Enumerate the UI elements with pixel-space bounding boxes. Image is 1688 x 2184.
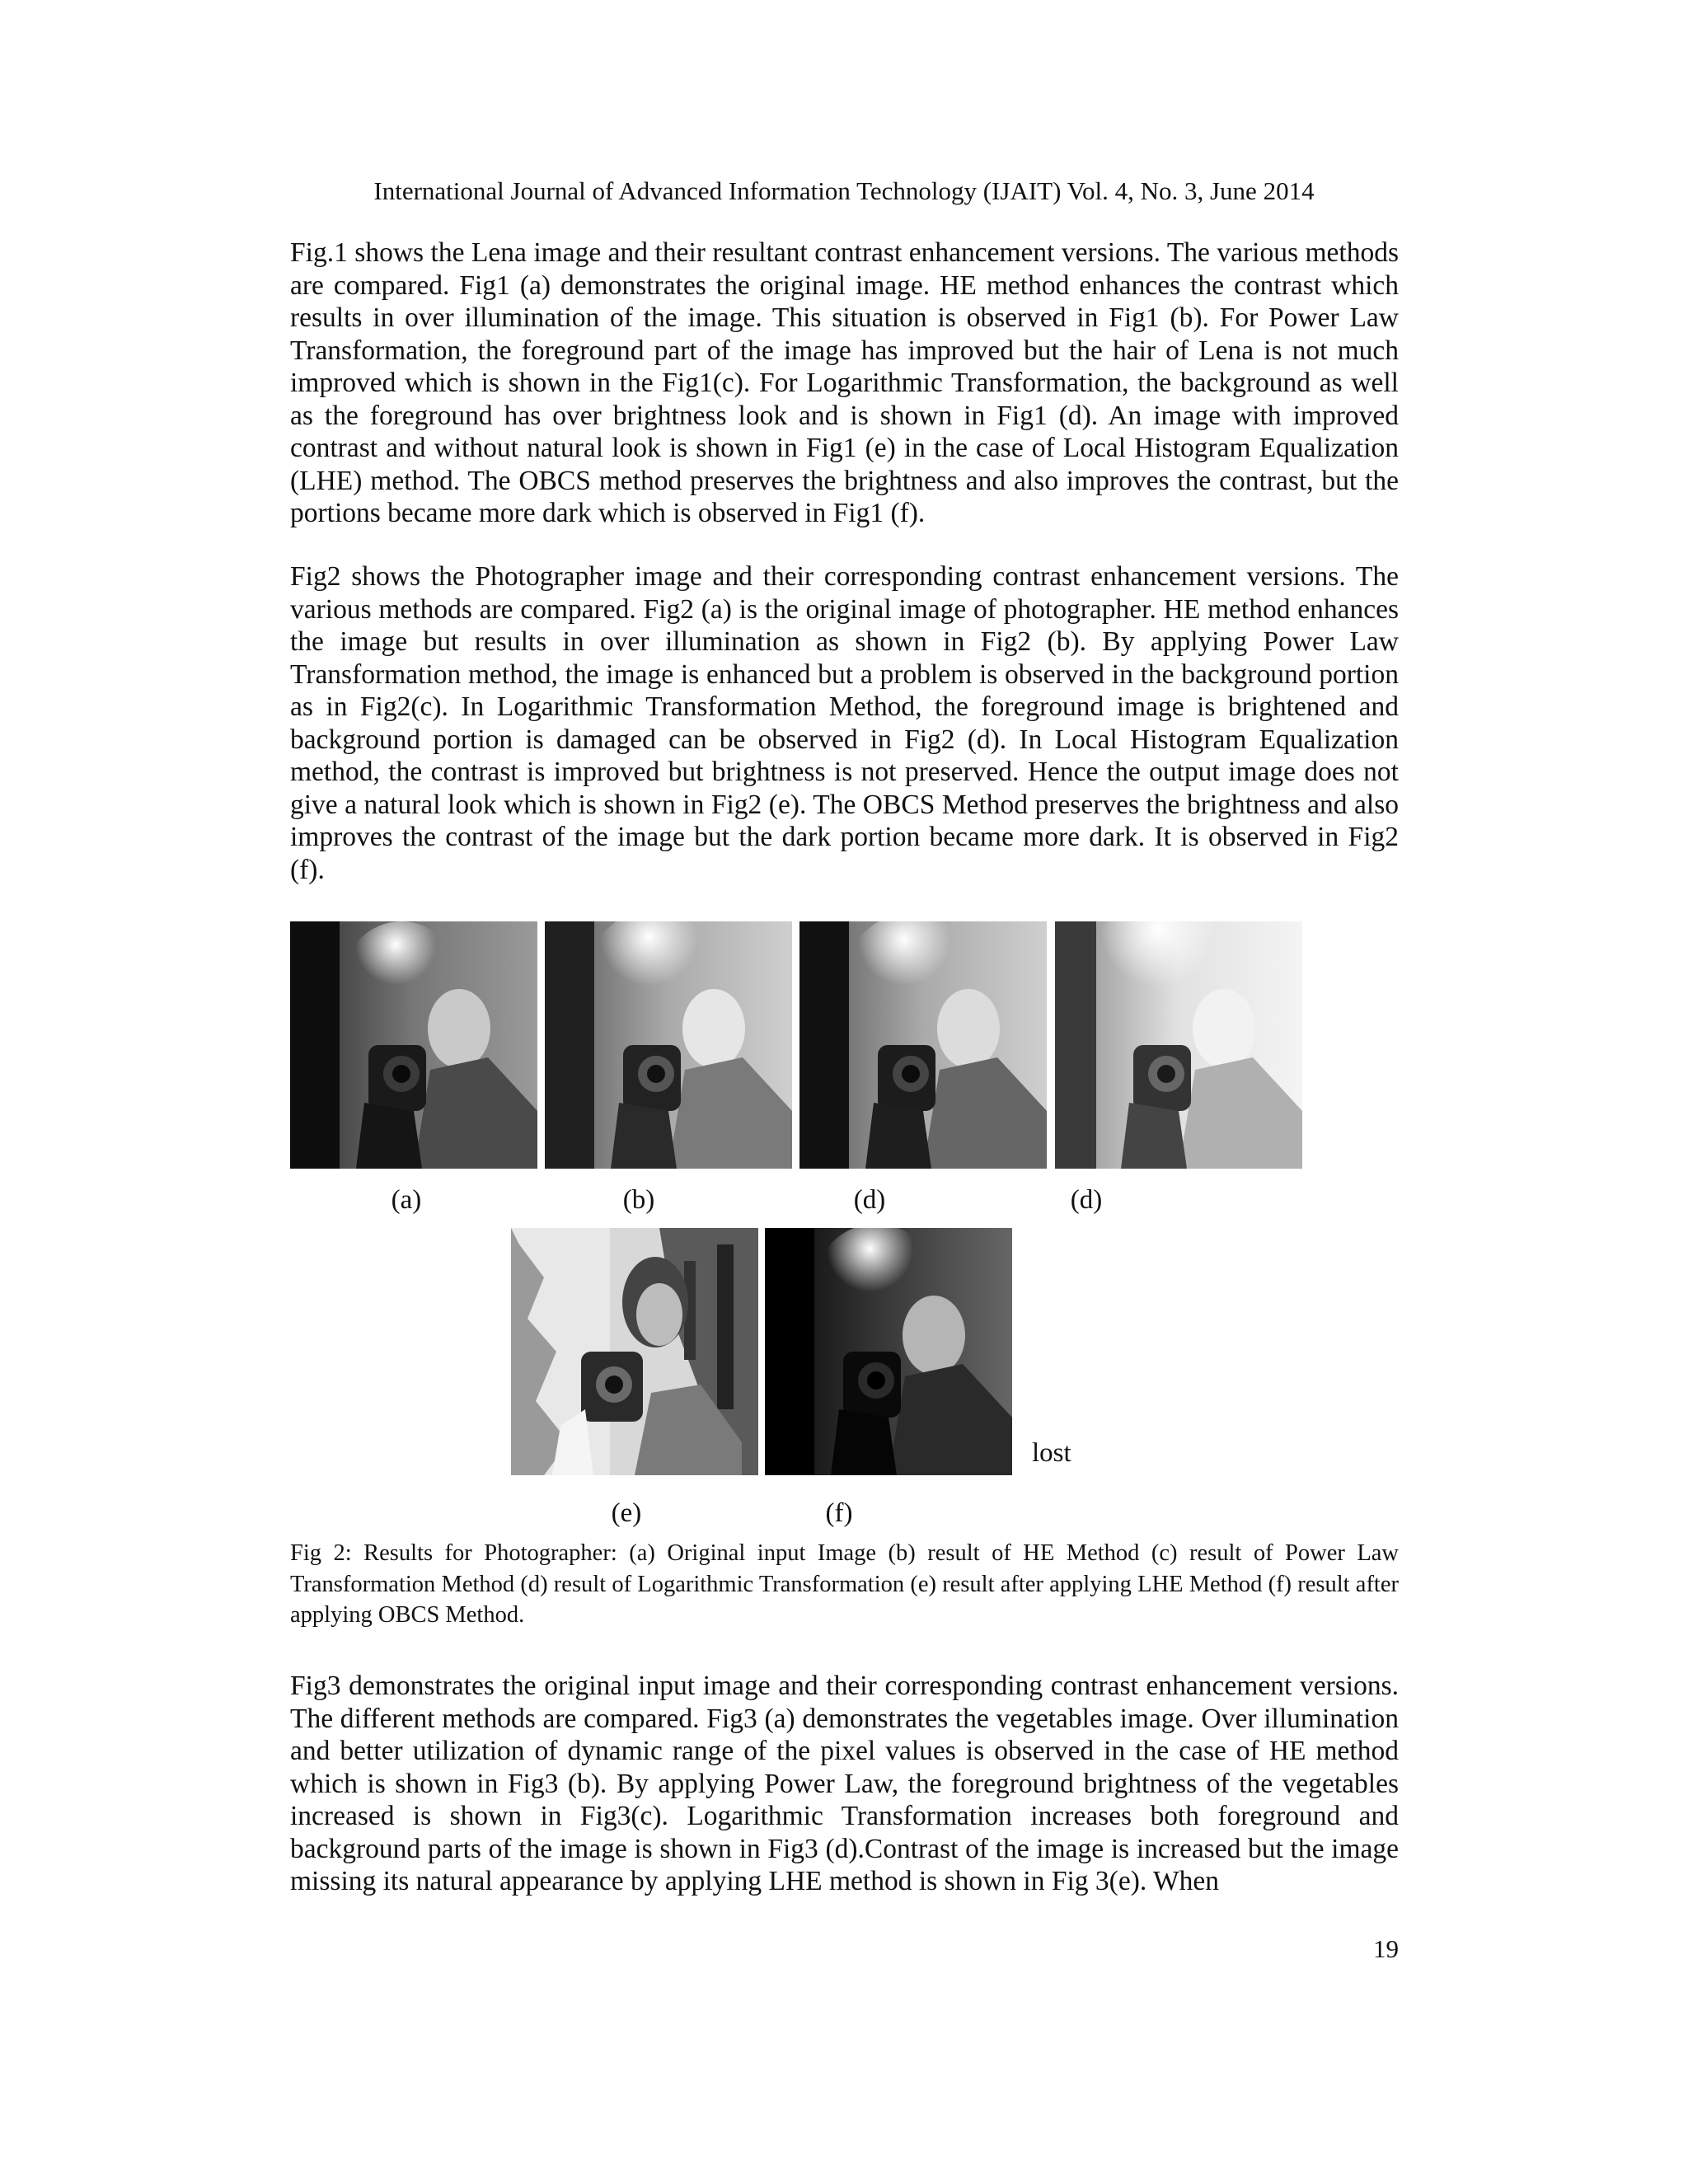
photographer-logarithmic-image [1055,921,1302,1169]
paragraph-fig1-discussion: Fig.1 shows the Lena image and their resultant contrast enhancement versions. The various methods are compared. Fig1 (a) demonstrates the original image. HE method enhances the contrast which results in over illumination of the image. This situation is observed in Fig1 (b). For Power Law Transformation, the foreground part of the image has improved but the hair of Lena is not much improved which is shown in the Fig1(c). For Logarithmic Transformation, the background as well as the foreground has over brightness look and is shown in Fig1 (d). An image with improved contrast and without natural look is shown in Fig1 (e) in the case of Local Histogram Equalization (LHE) method. The OBCS method preserves the brightness and also improves the contrast, but the portions became more dark which is observed in Fig1 (f). [290,237,1399,528]
photographer-power-law-image [799,921,1047,1169]
paragraph-fig3-discussion: Fig3 demonstrates the original input image and their corresponding contrast enhancement versions. The different methods are compared. Fig3 (a) demonstrates the vegetables image. Over illumination and better utilization of dynamic range of the pixel values is observed in the case of HE method which is shown in Fig3 (b). By applying Power Law, the foreground brightness of the vegetables increased is shown in Fig3(c). Logarithmic Transformation increases both foreground and background parts of the image is shown in Fig3 (d).Contrast of the image is increased but the image missing its natural appearance by applying LHE method is shown in Fig 3(e). When [290,1671,1399,1896]
figure-label-f: (f) [825,1498,853,1528]
photographer-he-image [545,921,792,1169]
figure-label-e: (e) [611,1498,642,1528]
photographer-original-image [290,921,537,1169]
running-header: International Journal of Advanced Information Technology (IJAIT) Vol. 4, No. 3, June 2014 [373,176,1315,205]
figure-label-c: (d) [853,1185,886,1215]
stray-text: lost [1032,1438,1071,1468]
figure-label-a: (a) [391,1185,422,1215]
figure-caption: Fig 2: Results for Photographer: (a) Original input Image (b) result of HE Method (c) result of Power Law Transformation Method (d) result of Logarithmic Transformation (e) result after applying LHE Method (f) result after applying OBCS Method. [290,1540,1399,1628]
figure-label-b: (b) [622,1185,655,1215]
figure-label-d: (d) [1070,1185,1103,1215]
photographer-lhe-image [511,1228,758,1475]
page-number: 19 [1373,1934,1399,1963]
paragraph-fig2-discussion: Fig2 shows the Photographer image and their corresponding contrast enhancement versions. The various methods are compared. Fig2 (a) is the original image of photographer. HE method enhances the image but results in over illumination as shown in Fig2 (b). By applying Power Law Transformation method, the image is enhanced but a problem is observed in the background portion as in Fig2(c). In Logarithmic Transformation Method, the foreground image is brightened and background portion is damaged can be observed in Fig2 (d). In Local Histogram Equalization method, the contrast is improved but brightness is not preserved. Hence the output image does not give a natural look which is shown in Fig2 (e). The OBCS Method preserves the brightness and also improves the contrast of the image but the dark portion became more dark. It is observed in Fig2 (f). [290,561,1399,885]
photographer-obcs-image [765,1228,1012,1475]
